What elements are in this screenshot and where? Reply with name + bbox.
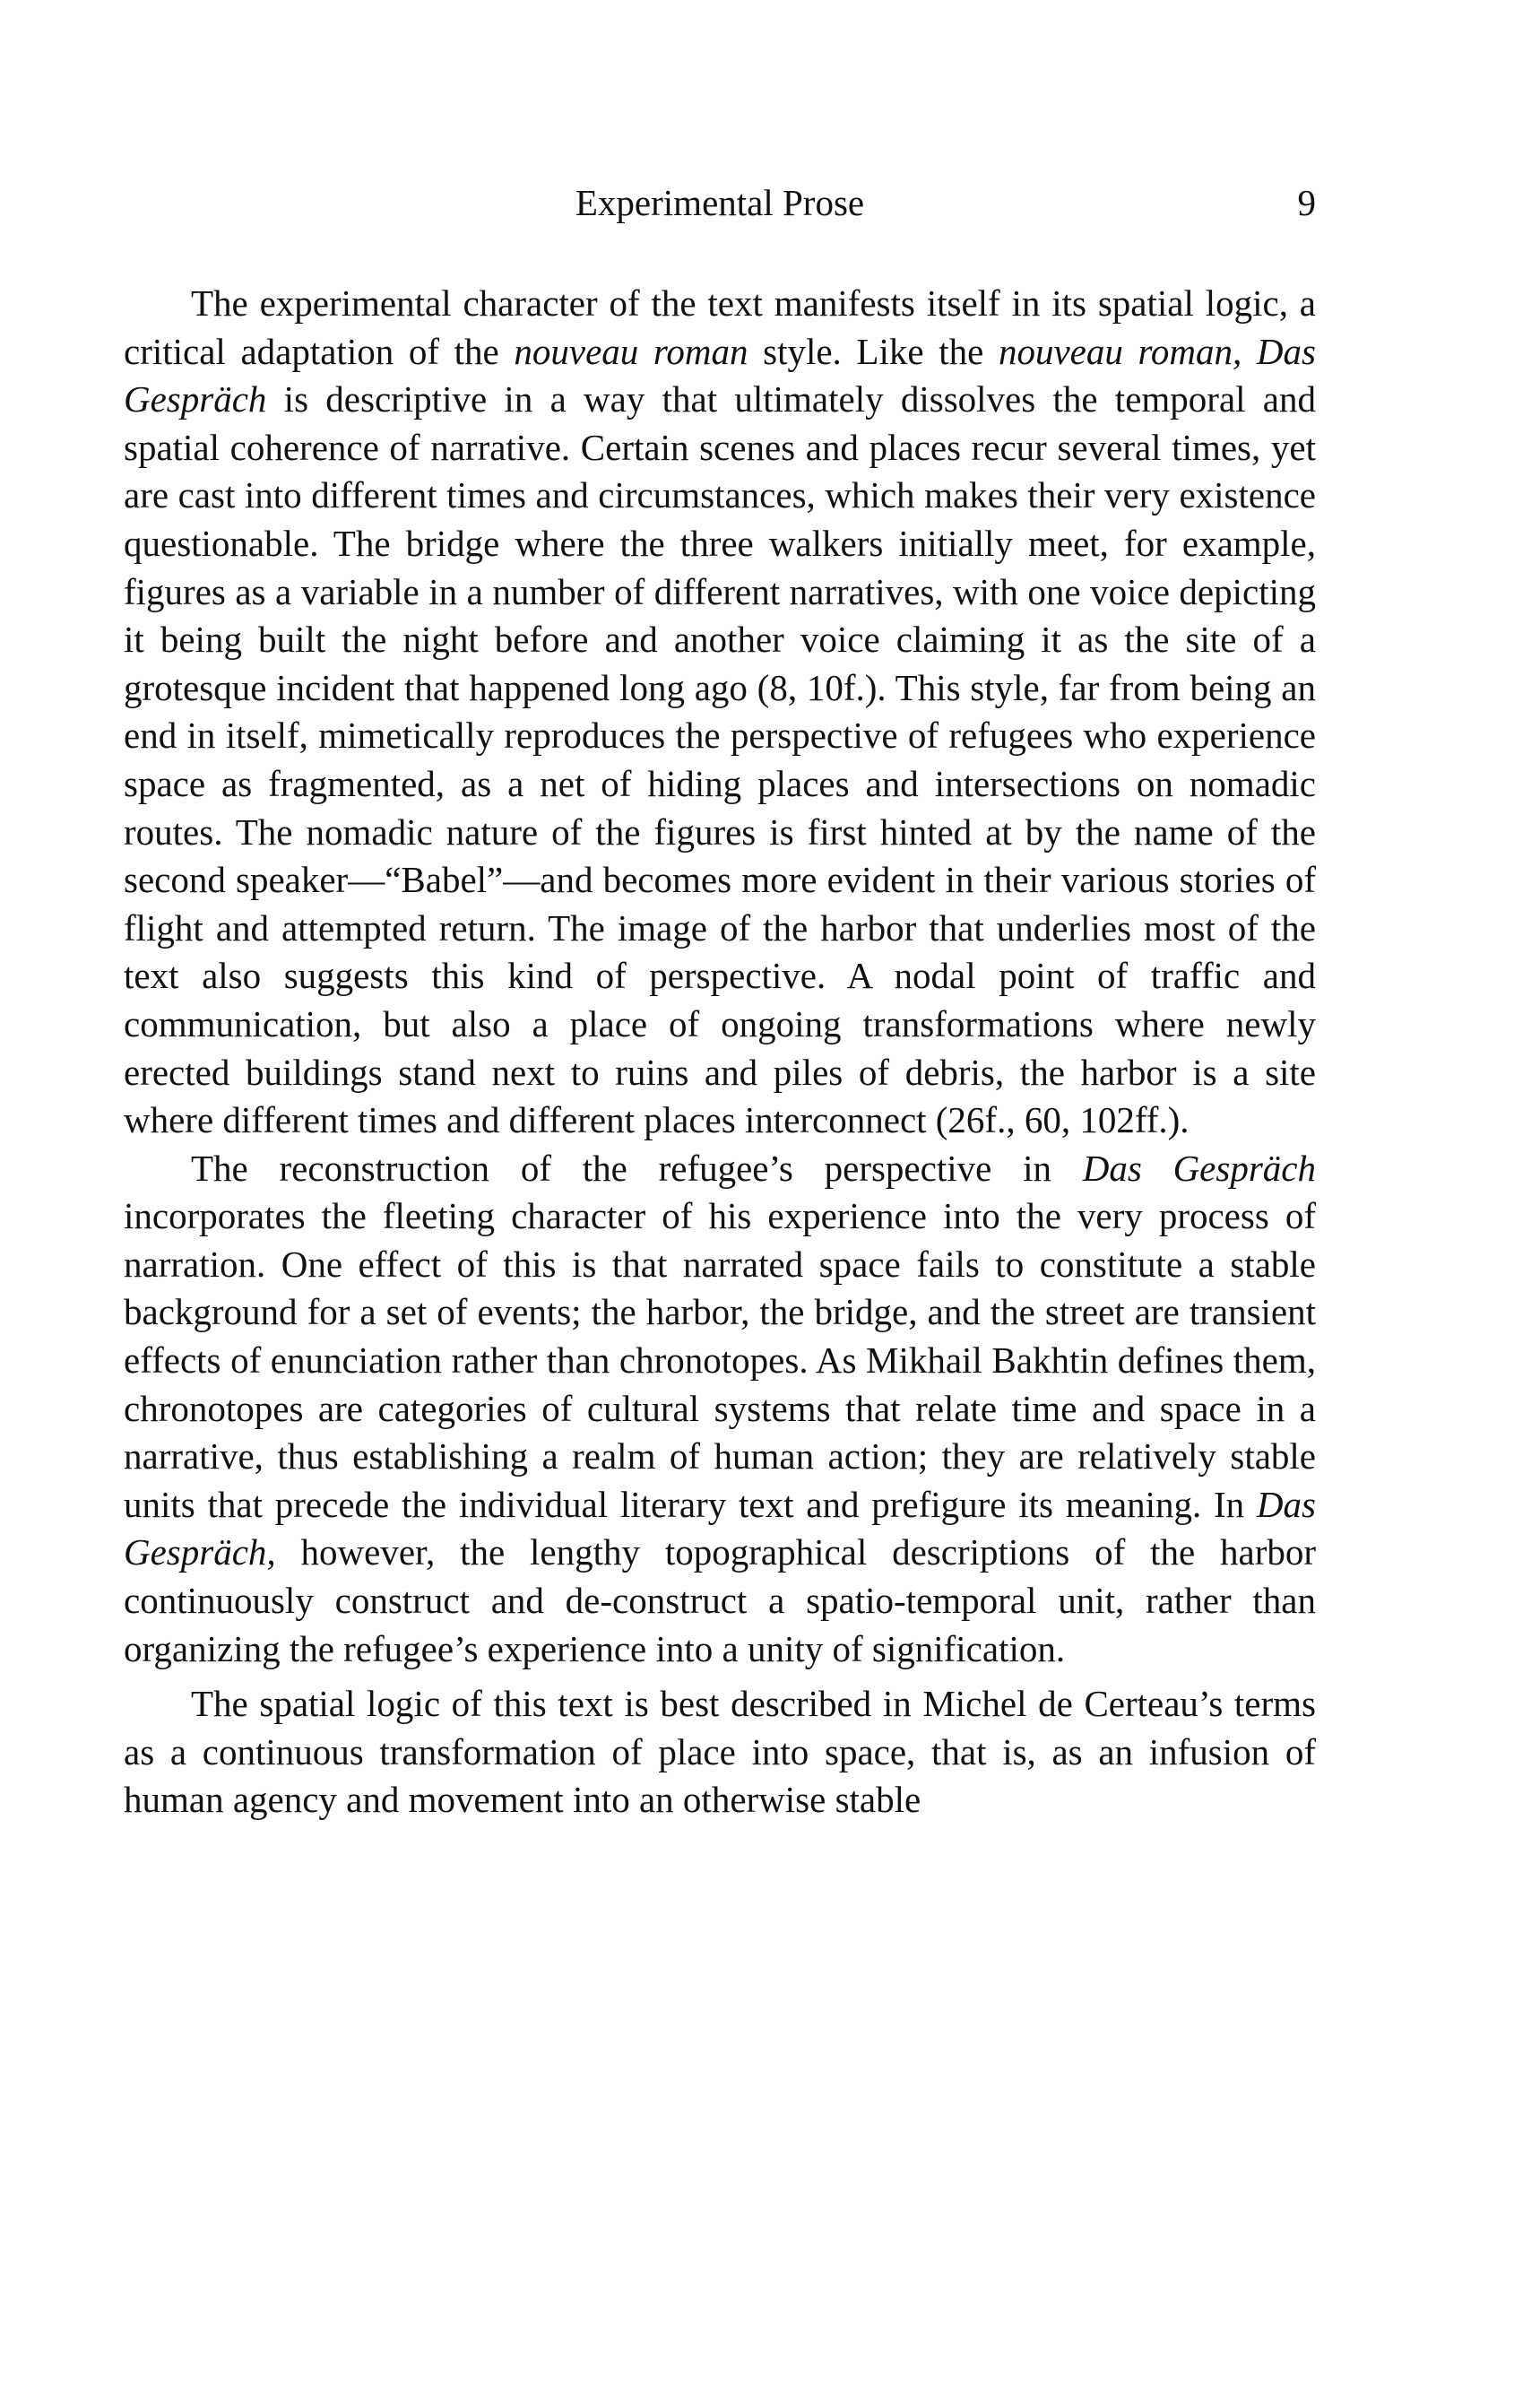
paragraph-1-italic-segment: nouveau roman, Das Gespräch [124, 330, 1316, 420]
running-head [124, 176, 1316, 230]
paragraph-1-segment: The experimental character of the text manifests itself in its spatial logic, a critical adaptation of the [124, 282, 1316, 372]
paragraph-3-segment: The spatial logic of this text is best described in Michel de Certeau’s terms as a continuous transformation of place into space, that is, as an infusion of human agency and movement into an otherwise stable [124, 1683, 1316, 1821]
running-title: Experimental Prose [575, 182, 865, 223]
paragraph-1-italic-segment: nouveau roman [514, 330, 748, 372]
paragraph-2-italic-segment: Das Gespräch, [124, 1483, 1316, 1573]
paragraph-2 [124, 1145, 1316, 1674]
paragraph-1-segment: style. Like the [748, 330, 999, 372]
paragraph-2-segment: The reconstruction of the refugee’s perspective in [191, 1147, 1083, 1189]
paragraph-1-segment: is descriptive in a way that ultimately dissolves the temporal and spatial coherence of narrative. Certain scenes and places recur several times, yet are cast into different times and circumstances, which makes their very existence questionable. The bridge where the three walkers initially meet, for example, figures as a variable in a number of different narratives, with one voice depicting it being built the night before and another voice claiming it as the site of a grotesque incident that happened long ago (8, 10f.). This style, far from being an end in itself, mimetically reproduces the perspective of refugees who experience space as fragmented, as a net of hiding places and intersections on nomadic routes. The nomadic nature of the figures is first hinted at by the name of the second speaker—“Babel”—and becomes more evident in their various stories of flight and attempted return. The image of the harbor that underlies most of the text also suggests this kind of perspective. A nodal point of traffic and communication, but also a place of ongoing transformations where newly erected buildings stand next to ruins and piles of debris, the harbor is a site where different times and different places interconnect (26f., 60, 102ff.). [124, 378, 1316, 1141]
body-text [124, 280, 1316, 1824]
paragraph-1 [124, 280, 1316, 1145]
page-number: 9 [1297, 182, 1316, 223]
paragraph-2-segment: however, the lengthy topographical descriptions of the harbor continuously construct and de-construct a spatio-temporal unit, rather than organizing the refugee’s experience into a unity of signification. [124, 1531, 1316, 1669]
paragraph-3 [124, 1680, 1316, 1824]
paragraph-2-segment: incorporates the fleeting character of his experience into the very process of narration. One effect of this is that narrated space fails to constitute a stable background for a set of events; the harbor, the bridge, and the street are transient effects of enunciation rather than chronotopes. As Mikhail Bakhtin defines them, chronotopes are categories of cultural systems that relate time and space in a narrative, thus establishing a realm of human action; they are relatively stable units that precede the individual literary text and prefigure its meaning. In [124, 1195, 1316, 1525]
paragraph-2-italic-segment: Das Gespräch [1082, 1147, 1316, 1189]
